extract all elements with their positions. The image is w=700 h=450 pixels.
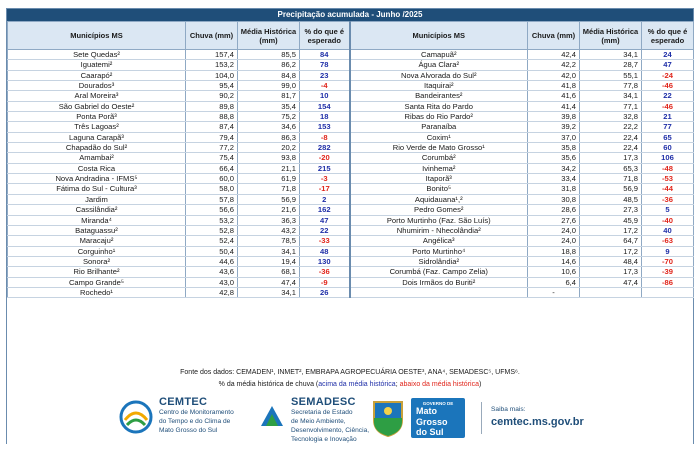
cemtec-desc-1: Centro de Monitoramento xyxy=(159,409,234,416)
chuva-cell: 58,0 xyxy=(186,184,238,194)
municipio-cell: Bonito⁵ xyxy=(350,184,528,194)
pct-cell: 84 xyxy=(300,50,350,60)
media-cell: 48,4 xyxy=(580,256,642,266)
municipio-cell xyxy=(350,287,528,297)
pct-cell: -20 xyxy=(300,153,350,163)
media-cell: 17,2 xyxy=(580,246,642,256)
media-cell: 17,3 xyxy=(580,153,642,163)
table-row xyxy=(8,174,694,184)
chuva-cell: 95,4 xyxy=(186,81,238,91)
media-cell: 47,4 xyxy=(238,277,300,287)
municipio-cell: Rochedo¹ xyxy=(8,287,186,297)
municipio-cell: Fátima do Sul - Cultura³ xyxy=(8,184,186,194)
municipio-cell: Amambai² xyxy=(8,153,186,163)
media-cell: 56,9 xyxy=(580,184,642,194)
report-frame xyxy=(6,8,694,444)
pct-cell: -4 xyxy=(300,81,350,91)
chuva-cell: 33,4 xyxy=(528,174,580,184)
chuva-cell: 50,4 xyxy=(186,246,238,256)
municipio-cell: Miranda⁴ xyxy=(8,215,186,225)
gov-top-label: GOVERNO DE xyxy=(422,401,454,406)
pct-cell: 130 xyxy=(300,256,350,266)
legend-above: acima da média histórica xyxy=(318,381,396,388)
cemtec-block xyxy=(159,396,234,435)
chuva-cell: 52,8 xyxy=(186,225,238,235)
media-cell: 81,7 xyxy=(238,91,300,101)
cemtec-logo-icon xyxy=(119,400,153,434)
state-government-badge xyxy=(411,398,465,438)
pct-cell: 10 xyxy=(300,91,350,101)
pct-cell: -40 xyxy=(642,215,694,225)
footer xyxy=(7,392,693,444)
chuva-cell: 87,4 xyxy=(186,122,238,132)
chuva-cell: 153,2 xyxy=(186,60,238,70)
pct-cell: 47 xyxy=(300,215,350,225)
table-row xyxy=(8,132,694,142)
media-cell: 55,1 xyxy=(580,70,642,80)
municipio-cell: Costa Rica xyxy=(8,163,186,173)
table-row xyxy=(8,215,694,225)
pct-cell: 22 xyxy=(300,225,350,235)
semadesc-block xyxy=(291,396,369,444)
chuva-cell: 42,2 xyxy=(528,60,580,70)
media-cell: 93,8 xyxy=(238,153,300,163)
media-cell: 28,7 xyxy=(580,60,642,70)
chuva-cell: - xyxy=(528,287,580,297)
legend-suffix: ) xyxy=(478,381,482,388)
municipio-cell: Jardim xyxy=(8,194,186,204)
table-row xyxy=(8,236,694,246)
media-cell: 35,4 xyxy=(238,101,300,111)
media-cell: 85,5 xyxy=(238,50,300,60)
chuva-cell: 104,0 xyxy=(186,70,238,80)
semadesc-name: SEMADESC xyxy=(291,396,356,408)
municipio-cell: Ponta Porã³ xyxy=(8,112,186,122)
pct-cell: -70 xyxy=(642,256,694,266)
chuva-cell: 157,4 xyxy=(186,50,238,60)
pct-cell: 21 xyxy=(642,112,694,122)
pct-cell: 5 xyxy=(642,205,694,215)
chuva-cell: 53,2 xyxy=(186,215,238,225)
cemtec-name: CEMTEC xyxy=(159,396,208,408)
municipio-cell: Coxim¹ xyxy=(350,132,528,142)
chuva-cell: 24,0 xyxy=(528,225,580,235)
pct-cell: -48 xyxy=(642,163,694,173)
pct-cell: -36 xyxy=(642,194,694,204)
pct-cell: 48 xyxy=(300,246,350,256)
report-title: Precipitação acumulada - Junho /2025 xyxy=(7,9,693,21)
media-cell: 48,5 xyxy=(580,194,642,204)
pct-cell: -9 xyxy=(300,277,350,287)
municipio-cell: Corumbá² xyxy=(350,153,528,163)
pct-cell: 153 xyxy=(300,122,350,132)
pct-cell: -44 xyxy=(642,184,694,194)
cemtec-desc-3: Mato Grosso do Sul xyxy=(159,427,218,434)
chuva-cell: 30,8 xyxy=(528,194,580,204)
media-cell: 65,3 xyxy=(580,163,642,173)
table-row xyxy=(8,101,694,111)
media-cell: 34,6 xyxy=(238,122,300,132)
table-header-row xyxy=(8,22,694,50)
pct-cell: 60 xyxy=(642,143,694,153)
pct-cell: 26 xyxy=(300,287,350,297)
municipio-cell: Chapadão do Sul² xyxy=(8,143,186,153)
legend-prefix: % da média histórica de chuva ( xyxy=(218,381,319,388)
media-cell: 17,3 xyxy=(580,267,642,277)
media-cell: 47,4 xyxy=(580,277,642,287)
chuva-cell: 34,2 xyxy=(528,163,580,173)
pct-cell: -24 xyxy=(642,70,694,80)
table-row xyxy=(8,225,694,235)
pct-cell: 22 xyxy=(642,91,694,101)
media-cell: 68,1 xyxy=(238,267,300,277)
chuva-cell: 60,0 xyxy=(186,174,238,184)
pct-cell: -36 xyxy=(300,267,350,277)
media-cell: 32,8 xyxy=(580,112,642,122)
municipio-cell: Corguinho¹ xyxy=(8,246,186,256)
chuva-cell: 79,4 xyxy=(186,132,238,142)
municipio-cell: Angélica³ xyxy=(350,236,528,246)
chuva-cell: 39,2 xyxy=(528,122,580,132)
pct-cell: 106 xyxy=(642,153,694,163)
header-chuva: Chuva (mm) xyxy=(528,22,580,50)
pct-cell: 78 xyxy=(300,60,350,70)
precipitation-table xyxy=(7,21,694,298)
pct-cell: 162 xyxy=(300,205,350,215)
saiba-mais-label: Saiba mais: xyxy=(491,406,526,413)
municipio-cell: Dourados³ xyxy=(8,81,186,91)
pct-cell: 154 xyxy=(300,101,350,111)
table-row xyxy=(8,122,694,132)
media-cell: 34,1 xyxy=(238,287,300,297)
table-body xyxy=(8,50,694,298)
header-chuva: Chuva (mm) xyxy=(186,22,238,50)
media-cell: 77,1 xyxy=(580,101,642,111)
chuva-cell: 41,4 xyxy=(528,101,580,111)
pct-cell: -8 xyxy=(300,132,350,142)
media-cell: 21,6 xyxy=(238,205,300,215)
pct-cell: -46 xyxy=(642,101,694,111)
pct-cell: 18 xyxy=(300,112,350,122)
legend-sep: ; xyxy=(395,381,400,388)
header-pct: % do que é esperado xyxy=(642,22,694,50)
chuva-cell: 42,8 xyxy=(186,287,238,297)
pct-cell: -63 xyxy=(642,236,694,246)
chuva-cell: 42,0 xyxy=(528,70,580,80)
municipio-cell: Itaquirai² xyxy=(350,81,528,91)
media-cell: 36,3 xyxy=(238,215,300,225)
media-cell: 22,4 xyxy=(580,143,642,153)
legend-below: abaixo da média histórica xyxy=(399,381,479,388)
media-cell: 99,0 xyxy=(238,81,300,91)
municipio-cell: Sidrolândia² xyxy=(350,256,528,266)
table-row xyxy=(8,81,694,91)
pct-cell: -17 xyxy=(300,184,350,194)
header-media: Média Histórica (mm) xyxy=(238,22,300,50)
media-cell: 71,8 xyxy=(238,184,300,194)
chuva-cell: 77,2 xyxy=(186,143,238,153)
municipio-cell: Porto Murtinho (Faz. São Luís) xyxy=(350,215,528,225)
pct-cell: 65 xyxy=(642,132,694,142)
table-row xyxy=(8,267,694,277)
table-row xyxy=(8,205,694,215)
municipio-cell: Rio Verde de Mato Grosso¹ xyxy=(350,143,528,153)
media-cell: 78,5 xyxy=(238,236,300,246)
table-row xyxy=(8,277,694,287)
media-cell: 71,8 xyxy=(580,174,642,184)
chuva-cell: 37,0 xyxy=(528,132,580,142)
media-cell: 17,2 xyxy=(580,225,642,235)
pct-cell: 2 xyxy=(300,194,350,204)
chuva-cell: 89,8 xyxy=(186,101,238,111)
media-cell xyxy=(580,287,642,297)
semadesc-desc-4: Tecnologia e Inovação xyxy=(291,436,357,443)
chuva-cell: 52,4 xyxy=(186,236,238,246)
header-municipios: Municípios MS xyxy=(350,22,528,50)
header-media: Média Histórica (mm) xyxy=(580,22,642,50)
table-row xyxy=(8,256,694,266)
media-cell: 64,7 xyxy=(580,236,642,246)
chuva-cell: 39,8 xyxy=(528,112,580,122)
media-cell: 34,1 xyxy=(238,246,300,256)
gov-line-3: do Sul xyxy=(416,427,444,437)
chuva-cell: 43,6 xyxy=(186,267,238,277)
municipio-cell: Ribas do Rio Pardo² xyxy=(350,112,528,122)
municipio-cell: Bandeirantes² xyxy=(350,91,528,101)
media-cell: 45,9 xyxy=(580,215,642,225)
table-row xyxy=(8,163,694,173)
color-legend xyxy=(7,381,693,388)
municipio-cell: Rio Brilhante² xyxy=(8,267,186,277)
municipio-cell: Campo Grande⁵ xyxy=(8,277,186,287)
media-cell: 43,2 xyxy=(238,225,300,235)
table-row xyxy=(8,287,694,297)
pct-cell xyxy=(642,287,694,297)
media-cell: 22,4 xyxy=(580,132,642,142)
media-cell: 56,9 xyxy=(238,194,300,204)
municipio-cell: Aral Moreira³ xyxy=(8,91,186,101)
website-link[interactable]: cemtec.ms.gov.br xyxy=(491,416,584,428)
header-municipios: Municípios MS xyxy=(8,22,186,50)
chuva-cell: 28,6 xyxy=(528,205,580,215)
header-pct: % do que é esperado xyxy=(300,22,350,50)
table-row xyxy=(8,50,694,60)
media-cell: 77,8 xyxy=(580,81,642,91)
media-cell: 22,2 xyxy=(580,122,642,132)
municipio-cell: Itaporã³ xyxy=(350,174,528,184)
municipio-cell: Dois Irmãos do Buriti² xyxy=(350,277,528,287)
municipio-cell: Caarapó² xyxy=(8,70,186,80)
pct-cell: -46 xyxy=(642,81,694,91)
semadesc-desc-1: Secretaria de Estado xyxy=(291,409,353,416)
table-row xyxy=(8,153,694,163)
municipio-cell: Sete Quedas² xyxy=(8,50,186,60)
chuva-cell: 18,8 xyxy=(528,246,580,256)
municipio-cell: Bataguassu² xyxy=(8,225,186,235)
media-cell: 21,1 xyxy=(238,163,300,173)
pct-cell: 282 xyxy=(300,143,350,153)
media-cell: 34,1 xyxy=(580,91,642,101)
media-cell: 86,3 xyxy=(238,132,300,142)
municipio-cell: Três Lagoas² xyxy=(8,122,186,132)
pct-cell: 23 xyxy=(300,70,350,80)
footer-divider xyxy=(481,402,482,434)
chuva-cell: 57,8 xyxy=(186,194,238,204)
municipio-cell: Iguatemi² xyxy=(8,60,186,70)
table-row xyxy=(8,60,694,70)
table-row xyxy=(8,91,694,101)
pct-cell: 47 xyxy=(642,60,694,70)
pct-cell: -33 xyxy=(300,236,350,246)
semadesc-desc-3: Desenvolvimento, Ciência, xyxy=(291,427,370,434)
semadesc-logo-icon xyxy=(257,402,287,432)
municipio-cell: Maracaju² xyxy=(8,236,186,246)
pct-cell: -39 xyxy=(642,267,694,277)
pct-cell: -53 xyxy=(642,174,694,184)
media-cell: 84,8 xyxy=(238,70,300,80)
chuva-cell: 24,0 xyxy=(528,236,580,246)
chuva-cell: 75,4 xyxy=(186,153,238,163)
municipio-cell: Corumbá (Faz. Campo Zelia) xyxy=(350,267,528,277)
municipio-cell: Sonora² xyxy=(8,256,186,266)
table-row xyxy=(8,184,694,194)
municipio-cell: Camapuã² xyxy=(350,50,528,60)
semadesc-desc-2: de Meio Ambiente, xyxy=(291,418,346,425)
table-row xyxy=(8,194,694,204)
media-cell: 61,9 xyxy=(238,174,300,184)
pct-cell: 77 xyxy=(642,122,694,132)
media-cell: 19,4 xyxy=(238,256,300,266)
chuva-cell: 44,6 xyxy=(186,256,238,266)
cemtec-desc-2: do Tempo e do Clima de xyxy=(159,418,231,425)
chuva-cell: 14,6 xyxy=(528,256,580,266)
chuva-cell: 41,8 xyxy=(528,81,580,91)
table-row xyxy=(8,112,694,122)
gov-line-2: Grosso xyxy=(416,416,448,427)
chuva-cell: 43,0 xyxy=(186,277,238,287)
municipio-cell: Nova Alvorada do Sul² xyxy=(350,70,528,80)
table-row xyxy=(8,143,694,153)
chuva-cell: 88,8 xyxy=(186,112,238,122)
state-crest-icon xyxy=(369,398,407,438)
chuva-cell: 66,4 xyxy=(186,163,238,173)
chuva-cell: 6,4 xyxy=(528,277,580,287)
pct-cell: 9 xyxy=(642,246,694,256)
media-cell: 27,3 xyxy=(580,205,642,215)
chuva-cell: 35,8 xyxy=(528,143,580,153)
municipio-cell: Nova Andradina - IFMS⁵ xyxy=(8,174,186,184)
chuva-cell: 42,4 xyxy=(528,50,580,60)
municipio-cell: Aquidauana¹,² xyxy=(350,194,528,204)
pct-cell: 24 xyxy=(642,50,694,60)
municipio-cell: Paranaíba xyxy=(350,122,528,132)
municipio-cell: Água Clara² xyxy=(350,60,528,70)
gov-line-1: Mato xyxy=(416,406,437,416)
municipio-cell: Pedro Gomes² xyxy=(350,205,528,215)
chuva-cell: 31,8 xyxy=(528,184,580,194)
pct-cell: -86 xyxy=(642,277,694,287)
media-cell: 86,2 xyxy=(238,60,300,70)
municipio-cell: Nhumirim - Nhecolândia² xyxy=(350,225,528,235)
media-cell: 75,2 xyxy=(238,112,300,122)
pct-cell: 40 xyxy=(642,225,694,235)
table-row xyxy=(8,246,694,256)
media-cell: 20,2 xyxy=(238,143,300,153)
chuva-cell: 27,6 xyxy=(528,215,580,225)
municipio-cell: Porto Murtinho⁴ xyxy=(350,246,528,256)
media-cell: 34,1 xyxy=(580,50,642,60)
table-row xyxy=(8,70,694,80)
chuva-cell: 41,6 xyxy=(528,91,580,101)
chuva-cell: 56,6 xyxy=(186,205,238,215)
municipio-cell: Cassilândia² xyxy=(8,205,186,215)
chuva-cell: 10,6 xyxy=(528,267,580,277)
chuva-cell: 35,6 xyxy=(528,153,580,163)
municipio-cell: Ivinhema² xyxy=(350,163,528,173)
municipio-cell: Santa Rita do Pardo xyxy=(350,101,528,111)
pct-cell: 215 xyxy=(300,163,350,173)
pct-cell: -3 xyxy=(300,174,350,184)
chuva-cell: 90,2 xyxy=(186,91,238,101)
data-sources: Fonte dos dados: CEMADEN¹, INMET², EMBRAPA AGROPECUÁRIA OESTE³, ANA⁴, SEMADESC⁵, UFMS⁶. xyxy=(180,369,520,376)
municipio-cell: Laguna Carapã³ xyxy=(8,132,186,142)
municipio-cell: São Gabriel do Oeste² xyxy=(8,101,186,111)
